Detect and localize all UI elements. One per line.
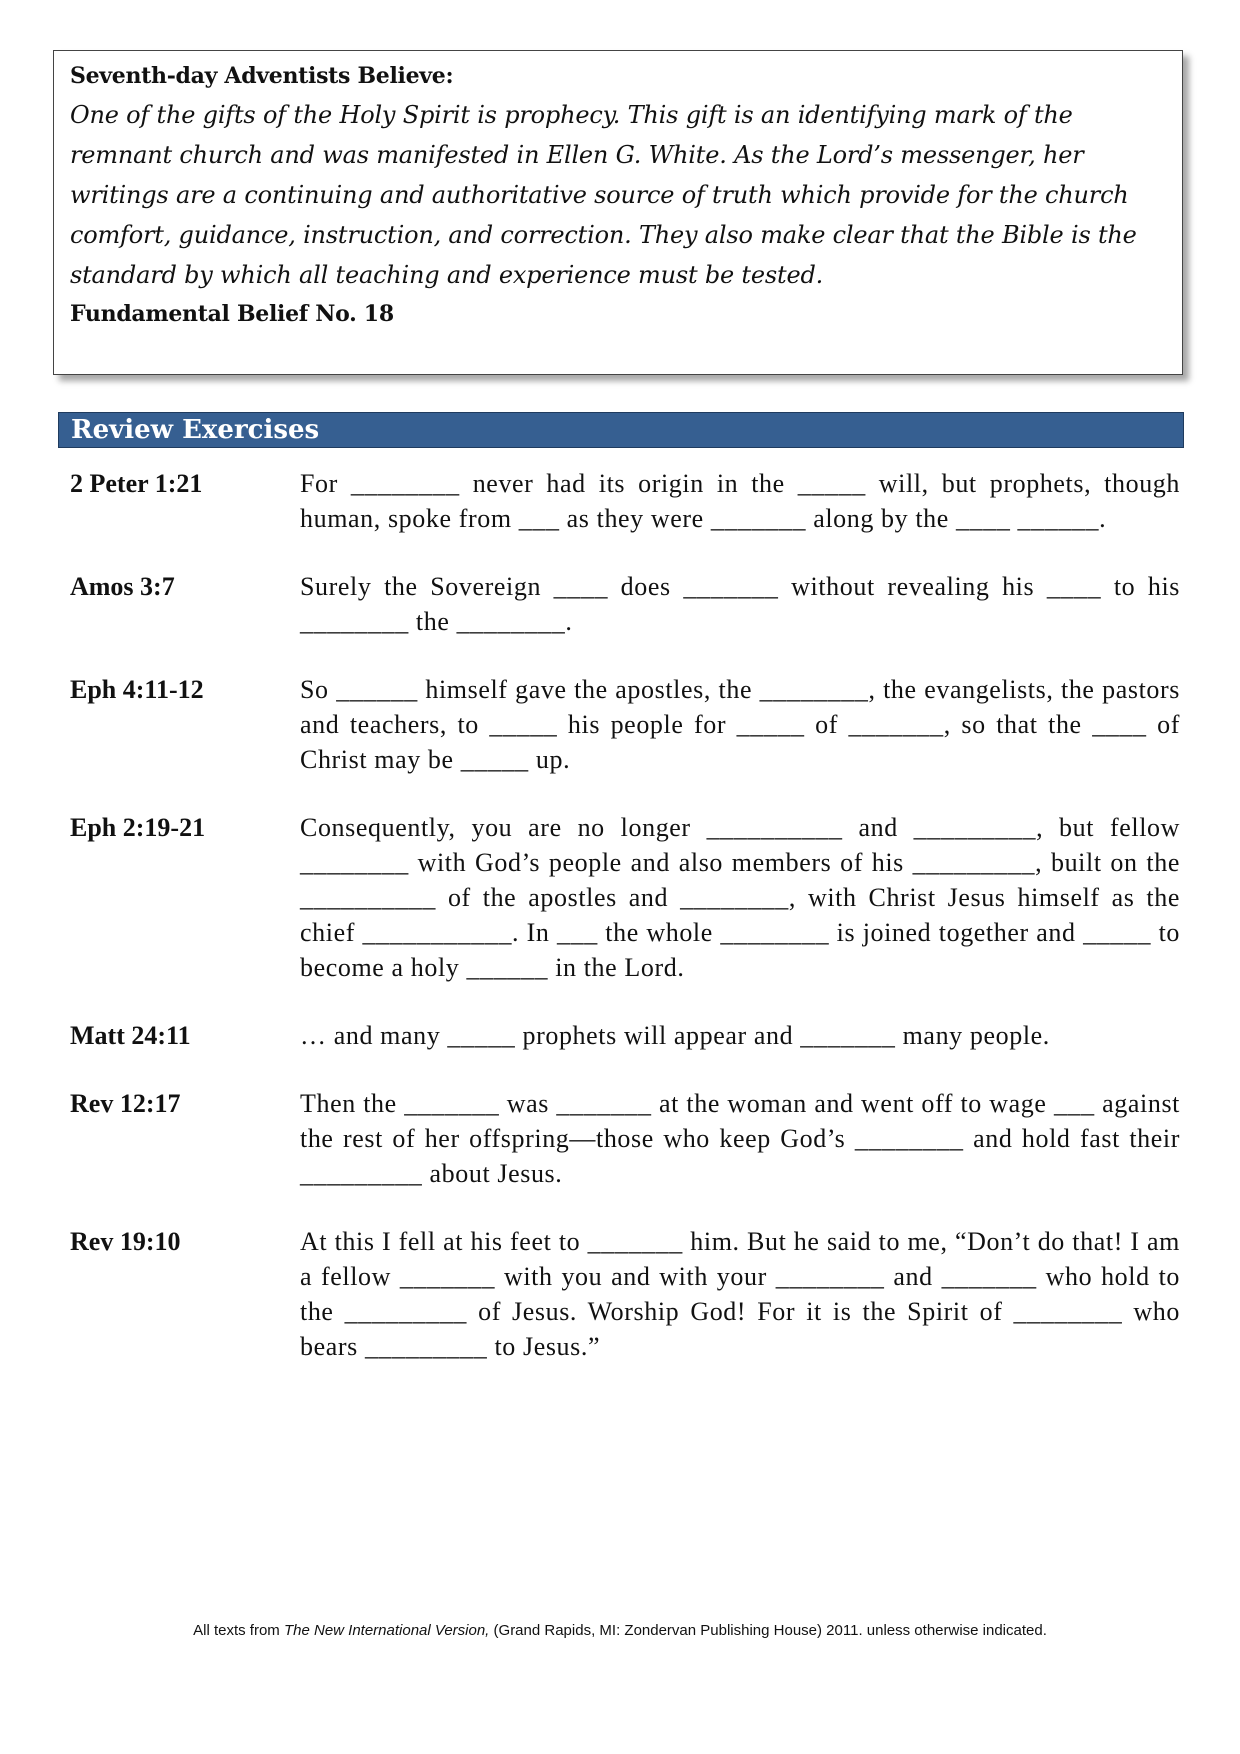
belief-heading: Seventh-day Adventists Believe: — [70, 63, 454, 89]
fill-in-verse: Consequently, you are no longer __________ and _________, but fellow ________ with God’s people and also members of his _________, built on the __________ of the apostles and ________, with Christ Jesus himself as the chief ___________. In ___ the whole ________ is joined together and _____ to become a holy ______ in the Lord. — [300, 813, 1180, 982]
scripture-reference: 2 Peter 1:21 — [70, 469, 203, 498]
exercise-item — [70, 569, 1180, 639]
fill-in-verse: So ______ himself gave the apostles, the ________, the evangelists, the pastors and teachers, to _____ his people for _____ of _______, so that the ____ of Christ may be _____ up. — [300, 675, 1180, 774]
exercise-item — [70, 1018, 1180, 1053]
footer-suffix: (Grand Rapids, MI: Zondervan Publishing House) 2011. unless otherwise indicated. — [489, 1622, 1047, 1639]
scripture-reference: Matt 24:11 — [70, 1021, 191, 1050]
footer-citation — [0, 1622, 1240, 1639]
exercise-item — [70, 466, 1180, 536]
exercise-item — [70, 672, 1180, 777]
exercise-list — [70, 466, 1180, 1397]
exercise-item — [70, 1086, 1180, 1191]
exercise-item — [70, 1224, 1180, 1364]
footer-bible-version: The New International Version, — [283, 1622, 490, 1639]
scripture-reference: Amos 3:7 — [70, 572, 175, 601]
belief-text: One of the gifts of the Holy Spirit is prophecy. This gift is an identifying mark of the remnant church and was manifested in Ellen G. White. As the Lord’s messenger, her writings are a continuing and authoritative source of truth which provide for the church comfort, guidance, instruction, and correction. They also make clear that the Bible is the standard by which all teaching and experience must be tested. — [70, 101, 1137, 289]
fill-in-verse: … and many _____ prophets will appear and _______ many people. — [300, 1021, 1050, 1050]
scripture-reference: Rev 19:10 — [70, 1227, 181, 1256]
scripture-reference: Rev 12:17 — [70, 1089, 181, 1118]
scripture-reference: Eph 2:19-21 — [70, 813, 206, 842]
fill-in-verse: Surely the Sovereign ____ does _______ without revealing his ____ to his ________ the ________. — [300, 572, 1180, 636]
belief-box — [53, 50, 1183, 375]
fill-in-verse: At this I fell at his feet to _______ him. But he said to me, “Don’t do that! I am a fellow _______ with you and with your ________ and _______ who hold to the _________ of Jesus. Worship God! For it is the Spirit of ________ who bears _________ to Jesus.” — [300, 1227, 1180, 1361]
fill-in-verse: For ________ never had its origin in the _____ will, but prophets, though human, spoke from ___ as they were _______ along by the ____ ______. — [300, 469, 1180, 533]
footer-prefix: All texts from — [193, 1622, 284, 1639]
fill-in-verse: Then the _______ was _______ at the woman and went off to wage ___ against the rest of her offspring—those who keep God’s ________ and hold fast their _________ about Jesus. — [300, 1089, 1180, 1188]
scripture-reference: Eph 4:11-12 — [70, 675, 204, 704]
belief-reference: Fundamental Belief No. 18 — [70, 301, 394, 327]
exercise-item — [70, 810, 1180, 985]
review-exercises-header: Review Exercises — [58, 412, 1184, 448]
